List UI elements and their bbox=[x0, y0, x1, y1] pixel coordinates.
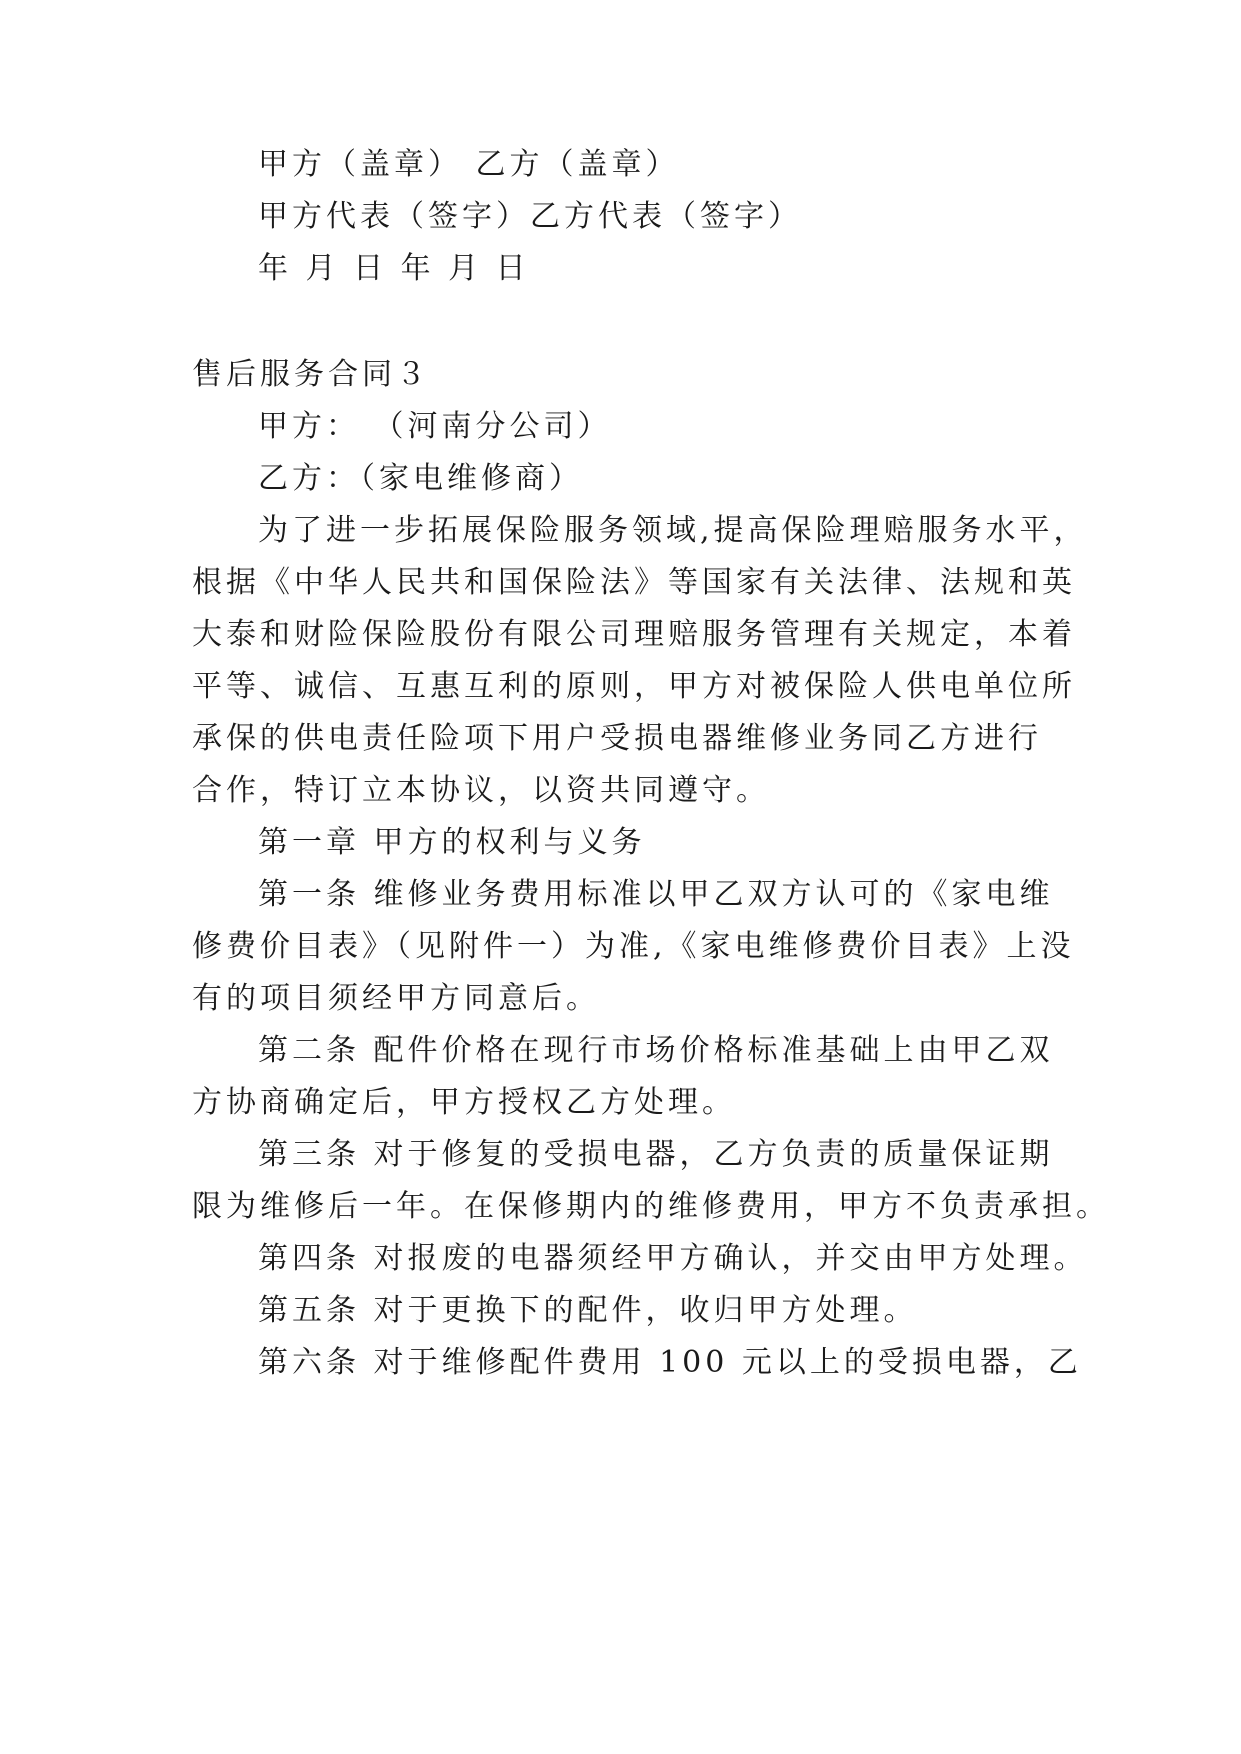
article-3-line: 第三条 对于修复的受损电器，乙方负责的质量保证期 bbox=[258, 1137, 1054, 1172]
seal-line: 甲方（盖章） 乙方（盖章） bbox=[258, 147, 680, 182]
representative-signature-line: 甲方代表（签字）乙方代表（签字） bbox=[258, 199, 802, 234]
article-1-line: 修费价目表》（见附件一）为准,《家电维修费价目表》上没 bbox=[192, 929, 1075, 964]
article-6-line: 第六条 对于维修配件费用 100 元以上的受损电器，乙 bbox=[258, 1345, 1082, 1380]
preamble-line: 为了进一步拓展保险服务领域,提高保险理赔服务水平， bbox=[258, 513, 1088, 548]
party-a-line: 甲方： （河南分公司） bbox=[258, 409, 612, 444]
preamble-line: 合作，特订立本协议，以资共同遵守。 bbox=[192, 773, 770, 808]
article-1-line: 有的项目须经甲方同意后。 bbox=[192, 981, 600, 1016]
contract-title: 售后服务合同３ bbox=[192, 357, 430, 392]
preamble-line: 承保的供电责任险项下用户受损电器维修业务同乙方进行 bbox=[192, 721, 1042, 756]
article-2-line: 第二条 配件价格在现行市场价格标准基础上由甲乙双 bbox=[258, 1033, 1054, 1068]
date-line: 年 月 日 年 月 日 bbox=[258, 251, 530, 286]
preamble-line: 大泰和财险保险股份有限公司理赔服务管理有关规定，本着 bbox=[192, 617, 1076, 652]
article-1-line: 第一条 维修业务费用标准以甲乙双方认可的《家电维 bbox=[258, 877, 1054, 912]
article-4-line: 第四条 对报废的电器须经甲方确认，并交由甲方处理。 bbox=[258, 1241, 1088, 1276]
article-2-line: 方协商确定后，甲方授权乙方处理。 bbox=[192, 1085, 736, 1120]
party-b-line: 乙方：（家电维修商） bbox=[258, 461, 583, 496]
article-3-line: 限为维修后一年。在保修期内的维修费用，甲方不负责承担。 bbox=[192, 1189, 1110, 1224]
preamble-line: 平等、诚信、互惠互利的原则，甲方对被保险人供电单位所 bbox=[192, 669, 1076, 704]
preamble-line: 根据《中华人民共和国保险法》等国家有关法律、法规和英 bbox=[192, 565, 1076, 600]
article-5-line: 第五条 对于更换下的配件，收归甲方处理。 bbox=[258, 1293, 918, 1328]
chapter-heading: 第一章 甲方的权利与义务 bbox=[258, 825, 646, 860]
